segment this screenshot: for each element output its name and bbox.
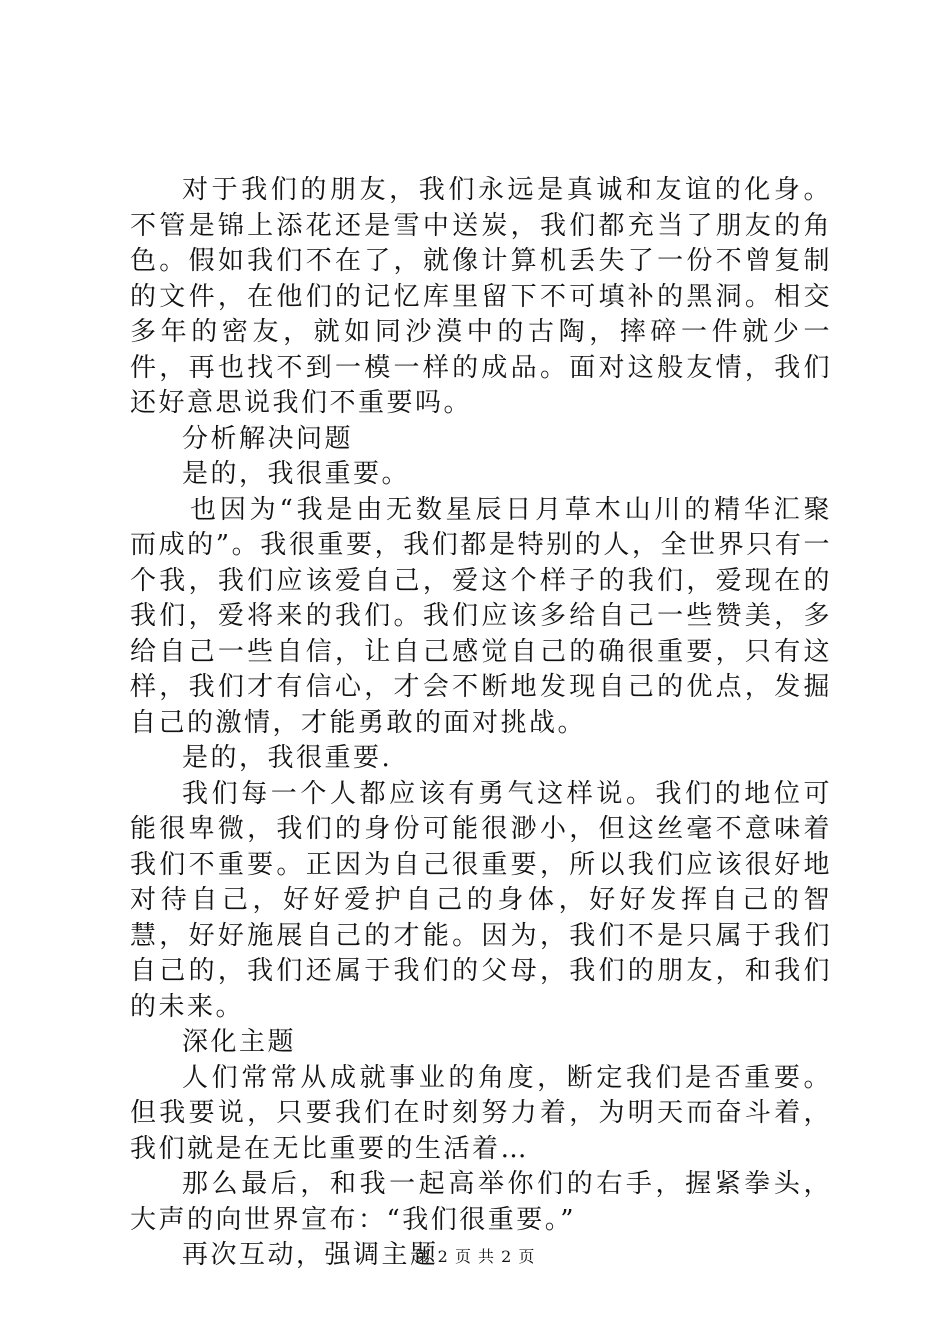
paragraph-stars-essence: 也因为“我是由无数星辰日月草木山川的精华汇聚而成的”。我很重要，我们都是特别的人，全世界只有一个我，我们应该爱自己，爱这个样子的我们，爱现在的我们，爱将来的我们。我们应该多给自己一些赞美，多给自己一些自信，让自己感觉自己的确很重要，只有这样，我们才有信心，才会不断地发现自己的优点，发掘自己的激情，才能勇敢的面对挑战。 [130, 494, 832, 738]
section-heading-deepen: 深化主题 [182, 1027, 297, 1057]
paragraph-courage: 我们每一个人都应该有勇气这样说。我们的地位可能很卑微，我们的身份可能很渺小，但这丝毫不意味着我们不重要。正因为自己很重要，所以我们应该很好地对待自己，好好爱护自己的身体，好好发挥自己的智慧，好好施展自己的才能。因为，我们不是只属于我们自己的，我们还属于我们的父母，我们的朋友，和我们的未来。 [130, 778, 832, 1022]
section-heading-interaction: 再次互动，强调主题 [182, 1240, 439, 1270]
paragraph-affirmation-2: 是的，我很重要. [182, 743, 393, 773]
paragraph-friendship: 对于我们的朋友，我们永远是真诚和友谊的化身。不管是锦上添花还是雪中送炭，我们都充当了朋友的角色。假如我们不在了，就像计算机丢失了一份不曾复制的文件，在他们的记忆库里留下不可填补的黑洞。相交多年的密友，就如同沙漠中的古陶，摔碎一件就少一件，再也找不到一模一样的成品。面对这般友情，我们还好意思说我们不重要吗。 [130, 175, 832, 418]
document-body [130, 173, 832, 1274]
paragraph-career: 人们常常从成就事业的角度，断定我们是否重要。但我要说，只要我们在时刻努力着，为明天而奋斗着，我们就是在无比重要的生活着… [130, 1062, 832, 1164]
paragraph-affirmation-1: 是的，我很重要。 [182, 459, 411, 489]
page-number-footer: 第 2 页 共 2 页 [414, 1247, 536, 1266]
section-heading-analysis: 分析解决问题 [182, 423, 354, 454]
paragraph-closing: 那么最后，和我一起高举你们的右手，握紧拳头，大声的向世界宣布：“我们很重要。” [130, 1169, 832, 1235]
